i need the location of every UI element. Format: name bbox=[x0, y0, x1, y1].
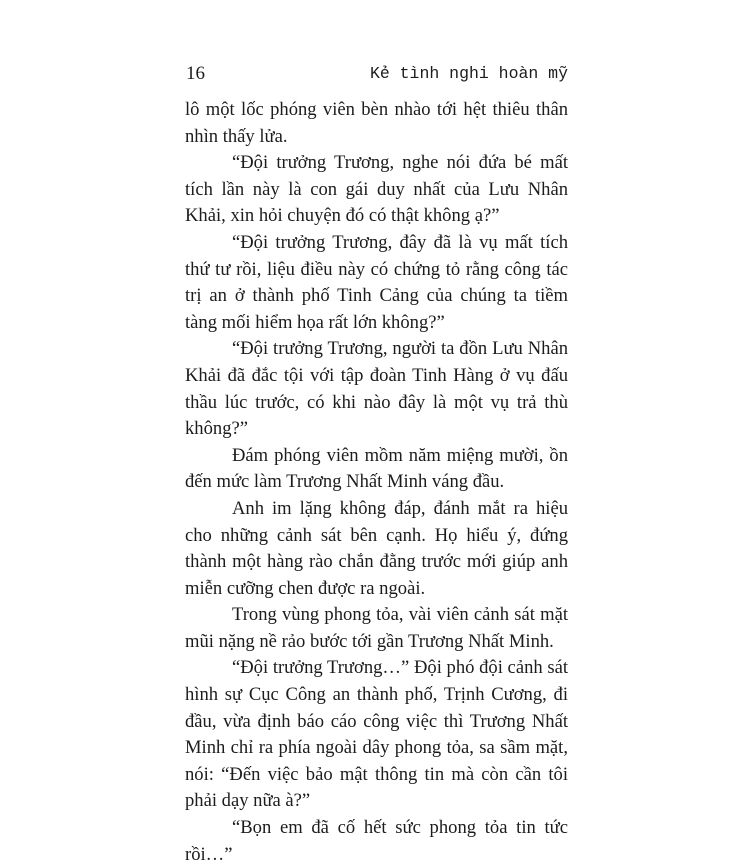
paragraph: lô một lốc phóng viên bèn nhào tới hệt thiêu thân nhìn thấy lửa. bbox=[185, 99, 568, 147]
running-title: Kẻ tình nghi hoàn mỹ bbox=[369, 64, 568, 83]
page-number: 16 bbox=[186, 63, 205, 84]
paragraph: Trong vùng phong tỏa, vài viên cảnh sát mặt mũi nặng nề rảo bước tới gần Trương Nhất Minh. bbox=[185, 604, 568, 652]
paragraph: Anh im lặng không đáp, đánh mắt ra hiệu cho những cảnh sát bên cạnh. Họ hiểu ý, đứng thành một hàng rào chắn đằng trước mới giúp anh miễn cưỡng chen được ra ngoài. bbox=[185, 497, 568, 599]
paragraph: “Đội trưởng Trương, nghe nói đứa bé mất tích lần này là con gái duy nhất của Lưu Nhân Khải, xin hỏi chuyện đó có thật không ạ?” bbox=[185, 152, 568, 227]
paragraph: Đám phóng viên mồm năm miệng mười, ồn đến mức làm Trương Nhất Minh váng đầu. bbox=[185, 444, 568, 493]
paragraph: “Đội trưởng Trương, đây đã là vụ mất tích thứ tư rồi, liệu điều này có chứng tỏ rằng công tác trị an ở thành phố Tinh Cảng của chúng ta tiềm tàng mối hiểm họa rất lớn không?” bbox=[185, 231, 568, 333]
paragraph: “Đội trưởng Trương…” Đội phó đội cảnh sát hình sự Cục Công an thành phố, Trịnh Cương, đi đầu, vừa định báo cáo công việc thì Trương Nhất Minh chỉ ra phía ngoài dây phong tỏa, sa sầm mặt, nói: “Đến việc bảo mật thông tin mà còn cần tôi phải dạy nữa à?” bbox=[185, 657, 568, 812]
body-text bbox=[185, 97, 568, 868]
paragraph: “Bọn em đã cố hết sức phong tỏa tin tức rồi…” bbox=[185, 817, 568, 865]
paragraph: “Đội trưởng Trương, người ta đồn Lưu Nhân Khải đã đắc tội với tập đoàn Tinh Hàng ở vụ đấu thầu lúc trước, có khi nào đây là một vụ trả thù không?” bbox=[185, 338, 568, 440]
